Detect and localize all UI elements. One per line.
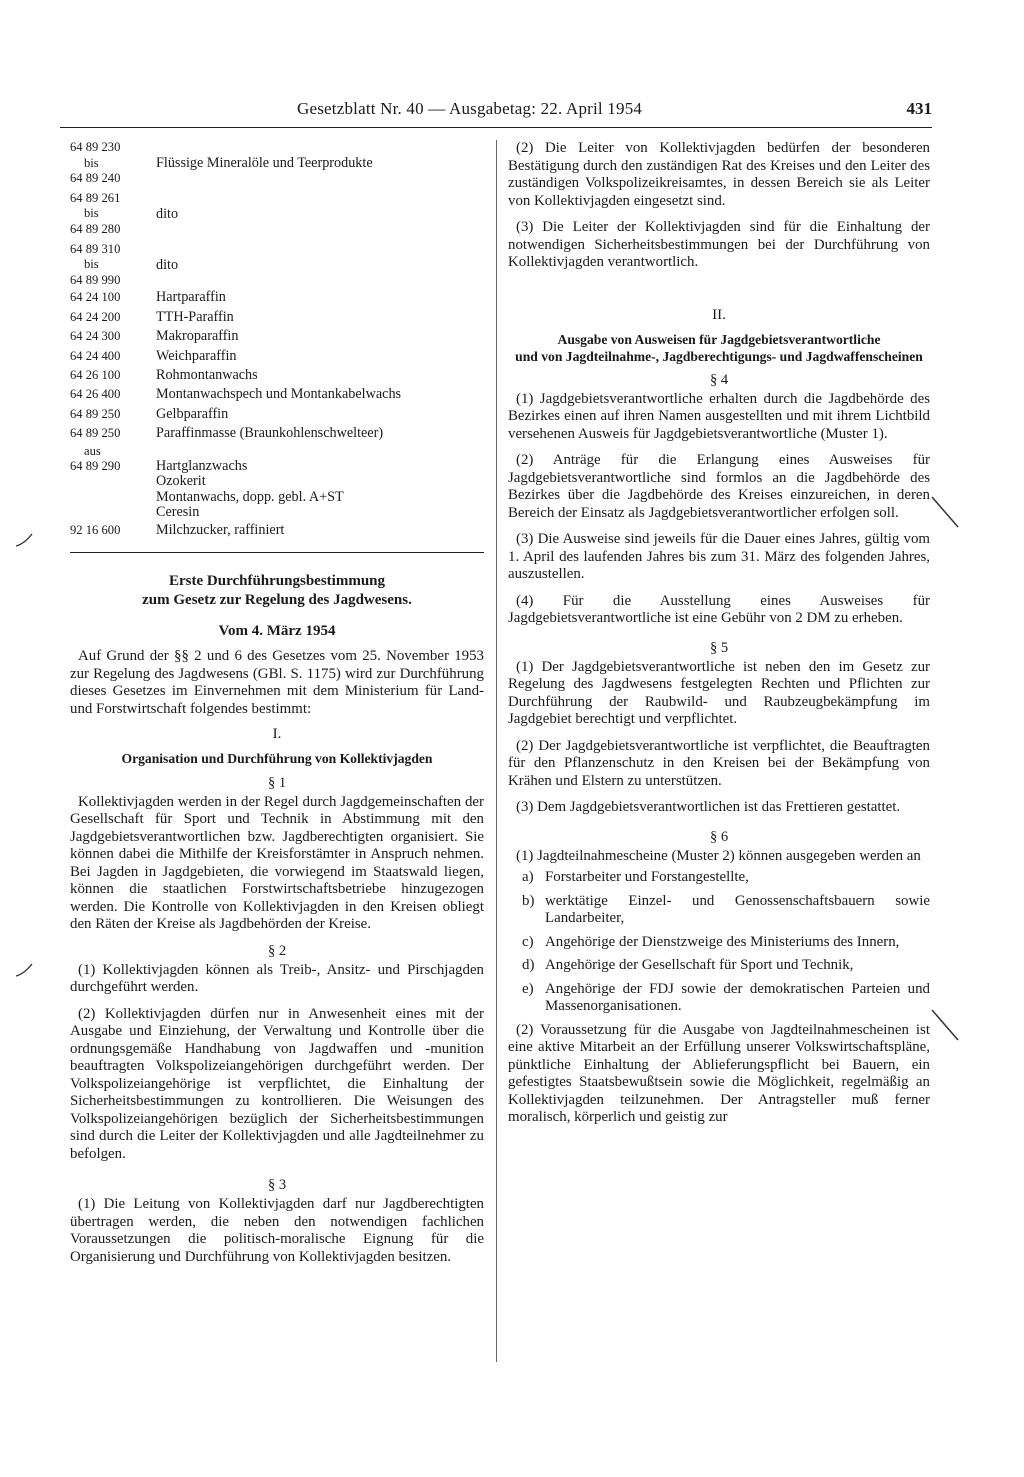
left-column (70, 140, 484, 1266)
tariff-code: 64 89 290 (70, 459, 121, 474)
ordinance-date: Vom 4. März 1954 (218, 623, 336, 640)
table-row (70, 424, 484, 443)
tariff-code: 92 16 600 (70, 522, 121, 537)
tariff-desc: Montanwachspech und Montankabelwachs (156, 386, 402, 403)
table-row (70, 308, 484, 327)
tariff-code: aus (84, 443, 101, 458)
paragraph: (2) Anträge für die Erlangung eines Ausweises für Jagdgebietsverantwortliche sind formlos an die Jagdbehörde des Bezirkes über die Jagdbehörde des Kreises einzureichen, in deren Bereich der Einsatz als Jagdgebietsverantwortlicher erfolgen soll. (508, 452, 930, 521)
paragraph: (3) Die Ausweise sind jeweils für die Dauer eines Jahres, gültig vom 1. April des laufenden Jahres bis zum 31. März des folgenden Jahres, auszustellen. (508, 531, 930, 583)
tariff-code: bis (84, 206, 99, 221)
tariff-desc: Montanwachs, dopp. gebl. A+ST (156, 488, 344, 505)
table-row (70, 444, 484, 521)
section-label: § 1 (267, 774, 287, 791)
preamble: Auf Grund der §§ 2 und 6 des Gesetzes vom 25. November 1953 zur Regelung des Jagdwesens (GBl. S. 1175) wird zur Durchführung dieses Gesetzes im Einvernehmen mit dem Ministerium für Land- und Forstwirtschaft folgendes bestimmt: (70, 648, 484, 717)
table-row (70, 347, 484, 366)
margin-tick-mark (14, 530, 36, 552)
tariff-code: 64 26 400 (70, 387, 121, 402)
tariff-desc: Makroparaffin (156, 328, 239, 345)
paragraph: (1) Die Leitung von Kollektivjagden darf nur Jagdberechtigten übertragen werden, die neben den notwendigen fachlichen Voraussetzungen die politisch-moralische Eignung für die Organisierung und Durchführung von Kollektivjagden besitzen. (70, 1196, 484, 1265)
tariff-code: bis (84, 257, 99, 272)
page-number: 431 (906, 99, 932, 118)
list-item: d) Angehörige der Gesellschaft für Sport und Technik, (522, 957, 854, 974)
table-row (70, 521, 484, 540)
tariff-desc: Hartparaffin (156, 289, 226, 306)
paragraph: (3) Die Leiter der Kollektivjagden sind für die Einhaltung der notwendigen Sicherheitsbestimmungen bei der Durchführung von Kollektivjagden verantwortlich. (508, 219, 930, 270)
tariff-code: 64 89 280 (70, 221, 121, 236)
eligibility-list (508, 869, 930, 1016)
ordinance-title: Erste Durchführungsbestimmung zum Gesetz zur Regelung des Jagdwesens. (142, 573, 412, 609)
tariff-code: 64 89 310 (70, 241, 121, 256)
part-numeral: II. (712, 306, 726, 323)
tariff-table (70, 140, 484, 540)
paragraph: (2) Kollektivjagden dürfen nur in Anwesenheit eines mit der Ausgabe und Einziehung, der Verwaltung und Kontrolle über die ordnungsgemäße Handhabung von Jagdwaffen und -munition beauftragten Volkspolizeiangehörigen durchgeführt werden. Der Volkspolizeiangehörige ist verpflichtet, die Einhaltung der Sicherheitsbestimmungen zu kontrollieren. Die Weisungen des Volkspolizeiangehörigen bezüglich der Sicherheitsbestimmungen sind durch die Leiter der Kollektivjagden und alle Jagdteilnehmer zu befolgen. (70, 1005, 484, 1162)
margin-tick-mark (14, 960, 36, 982)
paragraph: (2) Der Jagdgebietsverantwortliche ist verpflichtet, die Beauftragten für den Pflanzenschutz in den Kreisen bei der Bekämpfung von Krähen und Elstern zu unterstützen. (508, 737, 930, 789)
part-heading: Organisation und Durchführung von Kollektivjagden (121, 751, 433, 767)
paragraph: Kollektivjagden werden in der Regel durch Jagdgemeinschaften der Gesellschaft für Sport und Technik in Abstimmung mit den Jagdgebietsverantwortlichen bzw. Jagdberechtigten organisiert. Sie können dabei die Mithilfe der Kreisforstämter in Anspruch nehmen. Bei Jagden in Jagdgebieten, die vorwiegend im Staatswald liegen, können die staatlichen Forstwirtschaftsbetriebe hinzugezogen werden. Die Kontrolle von Kollektivjagden in den Kreisen obliegt den Räten der Kreise als Jagdbehörden der Kreise. (70, 793, 484, 933)
tariff-code: 64 24 100 (70, 290, 121, 305)
section-label: § 3 (267, 1177, 287, 1194)
list-item: a) Forstarbeiter und Forstangestellte, (522, 869, 749, 886)
tariff-code: 64 24 400 (70, 348, 121, 363)
paragraph: (1) Kollektivjagden können als Treib-, Ansitz- und Pirschjagden durchgeführt werden. (70, 961, 484, 996)
tariff-desc: dito (156, 205, 179, 222)
tariff-code: 64 89 230 (70, 140, 121, 154)
header-title: Gesetzblatt Nr. 40 — Ausgabetag: 22. April 1954 (297, 99, 643, 118)
table-row (70, 288, 484, 307)
tariff-code: 64 26 100 (70, 367, 121, 382)
tariff-code: bis (84, 155, 99, 170)
paragraph: (2) Voraussetzung für die Ausgabe von Jagdteilnahmescheinen ist eine aktive Mitarbeit an der Erfüllung unserer Volkswirtschaftspläne, pünktliche Einhaltung der Ablieferungspflicht bei Bauern, ein gefestigtes Staatsbewußtsein sowie die Möglichkeit, regelmäßig an Kollektivjagden teilzunehmen. Der Antragsteller muß ferner moralisch, körperlich und geistig zur (508, 1021, 930, 1126)
paragraph: (1) Jagdgebietsverantwortliche erhalten durch die Jagdbehörde des Bezirkes einen auf ihren Namen ausgestellten und mit ihrem Lichtbild versehenen Ausweis für Jagdgebietsverantwortliche (Muster 1). (508, 390, 930, 442)
tariff-code: 64 89 240 (70, 171, 121, 186)
section-label: § 2 (267, 942, 287, 959)
tariff-desc: Gelbparaffin (156, 405, 229, 422)
tariff-code: 64 24 200 (70, 309, 121, 324)
tariff-desc: TTH-Paraffin (156, 308, 234, 325)
tariff-code: 64 89 261 (70, 190, 121, 205)
paragraph: (1) Der Jagdgebietsverantwortliche ist neben den im Gesetz zur Regelung des Jagdwesens festgelegten Rechten und Pflichten zur Durchführung der Raubwild- und Raubzeugbekämpfung im Jagdgebiet berechtigt und verpflichtet. (508, 658, 930, 728)
tariff-desc: Rohmontanwachs (156, 366, 258, 383)
tariff-code: 64 24 300 (70, 329, 121, 344)
table-row (70, 140, 484, 187)
section-label: § 5 (709, 639, 729, 656)
page-header (60, 99, 932, 128)
tariff-desc: Ceresin (156, 504, 200, 521)
margin-slash-mark (930, 495, 962, 531)
list-item: e) Angehörige der FDJ sowie der demokratischen Parteien und Massenorganisationen. (522, 980, 930, 1015)
column-divider (496, 140, 497, 1362)
list-item: c) Angehörige der Dienstzweige des Ministeriums des Innern, (522, 933, 900, 950)
table-row (70, 242, 484, 289)
section-rule (70, 552, 484, 553)
table-row (70, 405, 484, 424)
section-label: § 6 (709, 828, 729, 845)
part-numeral: I. (272, 726, 282, 743)
table-row (70, 385, 484, 404)
tariff-code: 64 89 250 (70, 426, 121, 441)
tariff-desc: Ozokerit (156, 473, 206, 490)
list-item: b) werktätige Einzel- und Genossenschaftsbauern sowie Landarbeiter, (522, 892, 930, 927)
tariff-desc: Weichparaffin (156, 347, 237, 364)
table-row (70, 366, 484, 385)
table-row (70, 191, 484, 238)
right-column (508, 140, 930, 1127)
section-label: § 4 (709, 371, 729, 388)
table-row (70, 327, 484, 346)
tariff-code: 64 89 250 (70, 406, 121, 421)
paragraph: (2) Die Leiter von Kollektivjagden bedürfen der besonderen Bestätigung durch den zuständigen Rat des Kreises und den Leiter des zuständigen Volkspolizeikreisamtes, in dessen Bereich sie als Leiter von Kollektivjagden eingesetzt sind. (508, 140, 930, 209)
tariff-desc: Milchzucker, raffiniert (156, 521, 285, 538)
tariff-desc: dito (156, 256, 179, 273)
tariff-code: 64 89 990 (70, 272, 121, 287)
paragraph: (3) Dem Jagdgebietsverantwortlichen ist das Frettieren gestattet. (516, 799, 901, 816)
paragraph: (4) Für die Ausstellung eines Ausweises für Jagdgebietsverantwortliche ist eine Gebühr von 2 DM zu erheben. (508, 592, 930, 627)
tariff-desc: Flüssige Mineralöle und Teerprodukte (156, 155, 373, 171)
margin-slash-mark (930, 1008, 962, 1044)
paragraph: (1) Jagdteilnahmescheine (Muster 2) können ausgegeben werden an (516, 847, 921, 864)
part-heading: Ausgabe von Ausweisen für Jagdgebietsverantwortliche und von Jagdteilnahme-, Jagdberechtigungs- und Jagdwaffenscheinen (515, 331, 923, 364)
tariff-desc: Paraffinmasse (Braunkohlenschwelteer) (156, 425, 384, 442)
tariff-desc: Hartglanzwachs (156, 457, 248, 474)
